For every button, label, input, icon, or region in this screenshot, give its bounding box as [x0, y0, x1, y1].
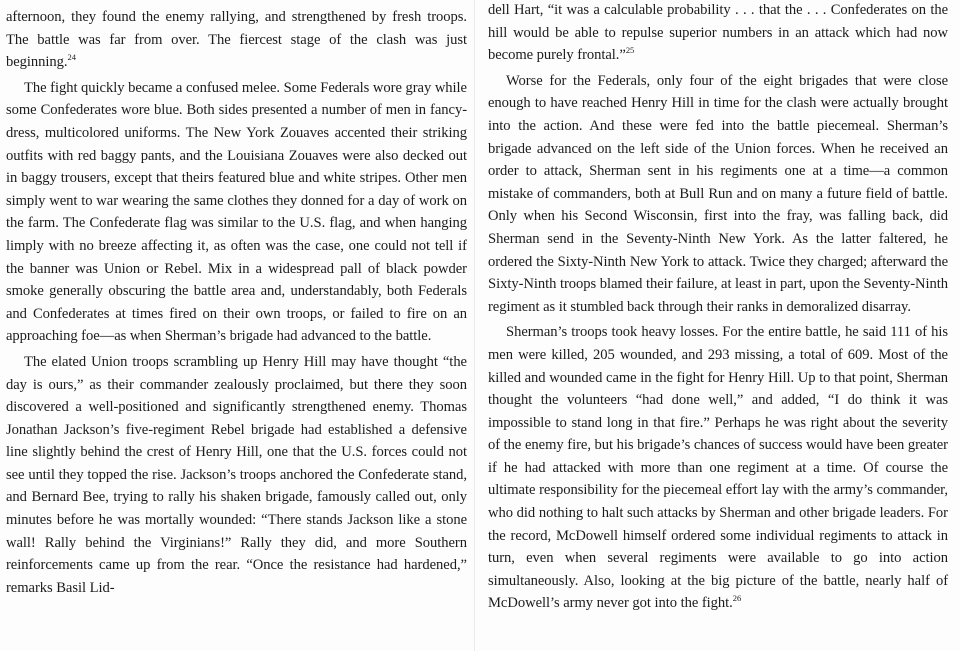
- paragraph: [488, 0, 948, 67]
- footnote-ref[interactable]: 24: [67, 52, 76, 63]
- footnote-ref[interactable]: 26: [732, 593, 742, 604]
- paragraph-text: Worse for the Federals, only four of the eight brigades that were close enough to have reached Henry Hill in time for the clash were actually brought into the action. And these were fed into the battle piecemeal. Sherman’s brigade advanced on the left side of the Union forces. When he received an order to attack, Sherman sent in his regiments one at a time—a common mistake of commanders, both at Bull Run and on many a future field of battle. Only when his Second Wisconsin, first into the fray, was falling back, did Sherman send in the Seventy-Ninth New York. As the latter faltered, he ordered the Sixty-Ninth New York to attack. Twice they charged; afterward the Sixty-Ninth troops blamed their failure, at least in part, upon the Seventy-Ninth regiment as it stumbled back through their ranks in demoralized disarray.: [488, 72, 949, 315]
- paragraph-text: Sherman’s troops took heavy losses. For the entire battle, he said 111 of his men were killed, 205 wounded, and 293 missing, a total of 609. Most of the killed and wounded came in the fight for Henry Hill. Up to that point, Sherman thought the volunteers “had done well,” and added, “I do think it was impossible to stand long in that fire.” Perhaps he was right about the severity of the enemy fire, but his brigade’s chances of success would have been greater if he had attacked with more than one regiment at a time. Of course the ultimate responsibility for the piecemeal effort lay with the army’s commander, who did nothing to halt such attacks by Sherman and other brigade leaders. For the record, McDowell himself ordered some individual regiments to attack in turn, even when several regiments were available to go into action simultaneously. Also, looking at the big picture of the battle, nearly half of McDowell’s army never got into the fight.: [488, 324, 948, 612]
- paragraph: [488, 70, 948, 319]
- paragraph: [6, 77, 467, 348]
- paragraph-text: The elated Union troops scrambling up Henry Hill may have thought “the day is ours,” as their commander zealously proclaimed, but there they soon discovered a well-positioned and significantly strengthened enemy. Thomas Jonathan Jackson’s five-regiment Rebel brigade had established a defensive line slightly behind the crest of Henry Hill, one that the U.S. forces could not see until they topped the rise. Jackson’s troops anchored the Confederate stand, and Bernard Bee, trying to rally his shaken brigade, famously called out, only minutes before he was mortally wounded: “There stands Jackson like a stone wall! Rally behind the Virginians!” Rally they did, and more Southern reinforcements came up from the rear. “Once the resistance had hardened,” remarks Basil Lid-: [6, 353, 467, 596]
- paragraph-text: dell Hart, “it was a calculable probability . . . that the . . . Confederates on the hill would be able to repulse superior numbers in an attack which had now become purely frontal.”: [488, 2, 948, 64]
- left-text-column: [6, 6, 467, 599]
- column-gutter: [474, 0, 483, 651]
- paragraph-text: afternoon, they found the enemy rallying, and strengthened by fresh troops. The battle was far from over. The fiercest stage of the clash was just beginning.: [6, 9, 467, 71]
- footnote-ref[interactable]: 25: [625, 45, 635, 56]
- paragraph: [6, 6, 467, 74]
- paragraph: [6, 351, 467, 600]
- paragraph-text: The fight quickly became a confused melee. Some Federals wore gray while some Confederates wore blue. Both sides presented a number of men in fancy-dress, multicolored uniforms. The New York Zouaves accented their striking outfits with red baggy pants, and the Louisiana Zouaves were also decked out in baggy trousers, except that theirs featured blue and white stripes. Other men simply went to war wearing the same clothes they donned for a day of work on the farm. The Confederate flag was similar to the U.S. flag, and when hanging limply with no breeze affecting it, as often was the case, one could not tell if the banner was Union or Rebel. Mix in a widespread pall of black powder smoke generally obscuring the battle area and, understandably, both Federals and Confederates at times fired on their own troops, or failed to fire on an approaching foe—as when Sherman’s brigade had advanced to the battle.: [6, 79, 467, 345]
- paragraph: [488, 321, 948, 615]
- right-text-column: [488, 0, 948, 615]
